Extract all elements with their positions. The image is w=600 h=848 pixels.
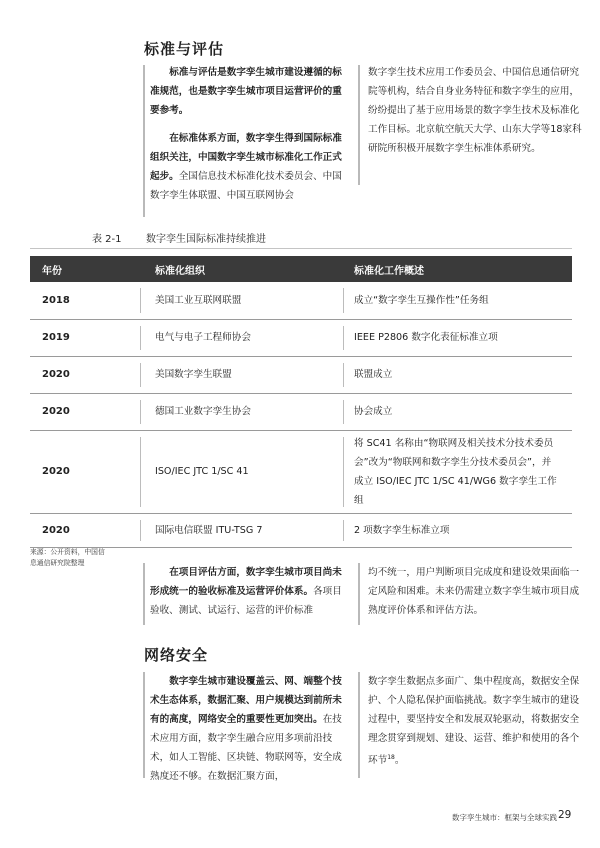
standards-table	[30, 256, 572, 548]
table-label: 表 2-1	[92, 234, 122, 245]
paragraph-end: 。	[394, 755, 405, 767]
cell-desc: 联盟成立	[343, 356, 572, 393]
paragraph	[150, 129, 346, 205]
footer-title: 数字孪生城市：框架与全球实践	[452, 813, 557, 822]
cell-year: 2020	[30, 356, 140, 393]
section-heading-network-security: 网络安全	[144, 646, 209, 664]
page-number: 29	[558, 809, 572, 821]
paragraph-text: 数字孪生数据点多面广、集中程度高，数据安全保护、个人隐私保护面临挑战。数字孪生城市的建设过程中，要坚持安全和发展双轮驱动，将数据安全理念贯穿到规划、建设、运营、维护和使用的各个环节	[368, 676, 580, 767]
cell-org: 电气与电子工程师协会	[140, 319, 343, 356]
right-column-bar	[358, 65, 360, 185]
cell-year: 2020	[30, 430, 140, 513]
cell-desc: 协会成立	[343, 393, 572, 430]
cell-year: 2020	[30, 513, 140, 547]
bold-lead: 在项目评估方面，数字孪生城市项目尚未形成统一的验收标准及运营评价体系。	[150, 567, 342, 597]
bold-lead: 在标准体系方面，数字孪生得到国际标准组织关注，中国数字孪生城市标准化工作正式起步。	[150, 133, 342, 182]
cell-desc: IEEE P2806 数字化表征标准立项	[343, 319, 572, 356]
right-column-text	[368, 563, 582, 629]
paragraph-rest: 在技术应用方面，数字孪生融合应用多项前沿技术，如人工智能、区块链、物联网等，安全成熟度还不够。在数据汇聚方面，	[150, 714, 342, 782]
table-row	[30, 282, 572, 319]
cell-org: 德国工业数字孪生协会	[140, 393, 343, 430]
table-caption: 数字孪生国际标准持续推进	[146, 234, 266, 245]
table-header-row	[30, 256, 572, 282]
cell-org: ISO/IEC JTC 1/SC 41	[140, 430, 343, 513]
right-column-text	[368, 63, 582, 167]
cell-org: 美国数字孪生联盟	[140, 356, 343, 393]
table-source: 来源：公开资料，中国信息通信研究院整理	[30, 548, 105, 567]
paragraph	[150, 563, 346, 620]
cell-year: 2018	[30, 282, 140, 319]
cell-year: 2020	[30, 393, 140, 430]
bold-lead: 数字孪生城市建设覆盖云、网、端整个技术生态体系，数据汇聚、用户规模达到前所未有的高度，网络安全的重要性更加突出。	[150, 676, 342, 725]
paragraph: 均不统一，用户判断项目完成度和建设效果面临一定风险和困难。未来仍需建立数字孪生城市项目成熟度评价体系和评估方法。	[368, 567, 580, 616]
left-column-bar	[143, 65, 145, 217]
left-column-bar	[143, 672, 145, 778]
header-year: 年份	[30, 256, 140, 282]
cell-desc: 成立“数字孪生互操作性”任务组	[343, 282, 572, 319]
table-row	[30, 393, 572, 430]
paragraph: 标准与评估是数字孪生城市建设遵循的标准规范，也是数字孪生城市项目运营评价的重要参考。	[150, 67, 342, 116]
right-column-bar	[358, 563, 360, 625]
cell-org: 国际电信联盟 ITU-TSG 7	[140, 513, 343, 547]
left-column-text	[150, 672, 346, 795]
left-column-text	[150, 63, 346, 214]
paragraph: 数字孪生技术应用工作委员会、中国信息通信研究院等机构，结合自身业务特征和数字孪生的应用，纷纷提出了基于应用场景的数字孪生技术及标准化工作目标。北京航空航天大学、山东大学等18家科研院所积极开展数字孪生标准体系研究。	[368, 67, 582, 154]
paragraph-rest: 各项目验收、测试、试运行、运营的评价标准	[150, 586, 342, 616]
paragraph-rest: 全国信息技术标准化技术委员会、中国数字孪生体联盟、中国互联网协会	[150, 171, 342, 201]
table-row	[30, 356, 572, 393]
left-column-bar	[143, 563, 145, 625]
cell-org: 美国工业互联网联盟	[140, 282, 343, 319]
cell-desc: 将 SC41 名称由“物联网及相关技术分技术委员会”改为“物联网和数字孪生分技术委员会”，并成立 ISO/IEC JTC 1/SC 41/WG6 数字孪生工作组	[343, 430, 572, 513]
table-row	[30, 319, 572, 356]
cell-desc: 2 项数字孪生标准立项	[343, 513, 572, 547]
section-heading-standards: 标准与评估	[144, 40, 225, 58]
header-desc: 标准化工作概述	[343, 256, 572, 282]
header-org: 标准化组织	[140, 256, 343, 282]
paragraph	[368, 672, 582, 770]
right-column-text	[368, 672, 582, 779]
footnote-ref: 18	[387, 754, 395, 761]
paragraph	[150, 672, 346, 786]
right-column-bar	[358, 672, 360, 778]
table-row	[30, 513, 572, 547]
table-row	[30, 430, 572, 513]
caption-rule	[30, 248, 572, 249]
cell-year: 2019	[30, 319, 140, 356]
left-column-text	[150, 563, 346, 629]
